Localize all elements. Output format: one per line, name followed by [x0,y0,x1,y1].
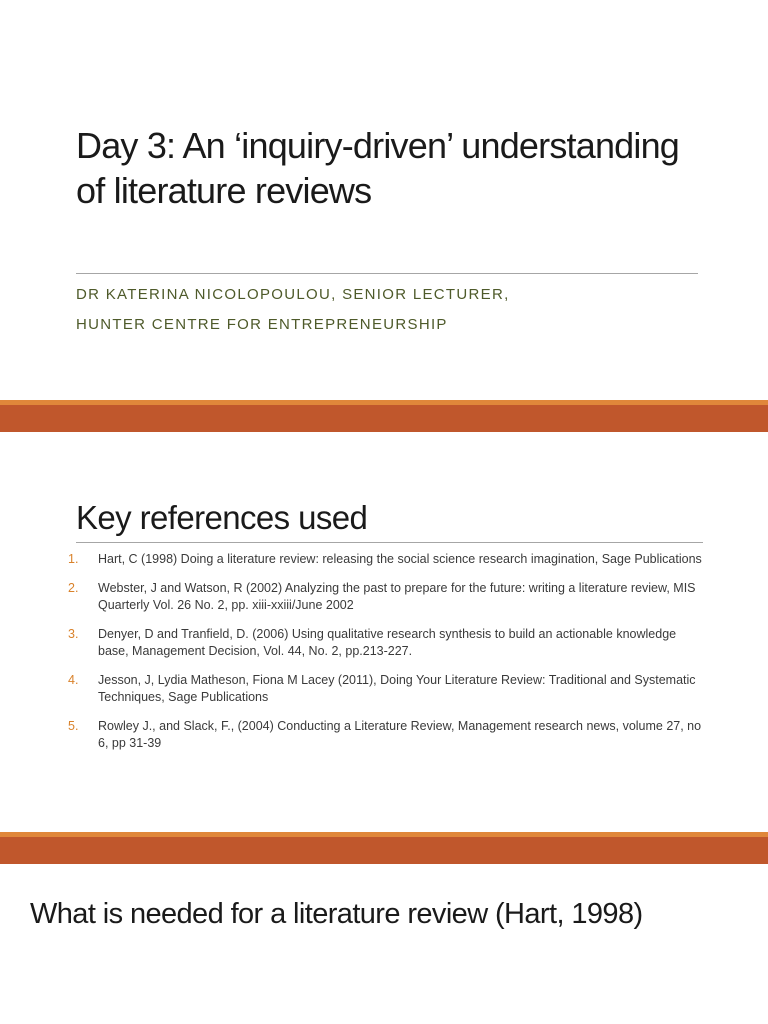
list-item [68,672,708,706]
reference-number: 2. [68,581,79,595]
reference-text: Webster, J and Watson, R (2002) Analyzing the past to prepare for the future: writing a literature review, MIS Quarterly Vol. 26 No. 2, pp. xiii-xxiii/June 2002 [98,581,696,612]
separator-band [0,837,768,864]
hart-heading: What is needed for a literature review (Hart, 1998) [30,898,643,930]
reference-number: 5. [68,719,79,733]
reference-number: 4. [68,673,79,687]
slide-references [0,432,768,832]
slide-title-heading: Day 3: An ‘inquiry-driven’ understanding of literature reviews [76,125,680,211]
reference-text: Jesson, J, Lydia Matheson, Fiona M Lacey (2011), Doing Your Literature Review: Traditional and Systematic Techniques, Sage Publications [98,673,696,704]
slide-hart-requirements [0,864,768,1024]
separator-band [0,405,768,432]
references-list [68,551,708,764]
slide-separator [0,832,768,864]
reference-number: 3. [68,627,79,641]
reference-text: Hart, C (1998) Doing a literature review: releasing the social science research imagination, Sage Publications [98,552,702,566]
slide-separator [0,400,768,432]
title-divider [76,273,698,274]
subtitle-author: DR KATERINA NICOLOPOULOU, SENIOR LECTURER, [76,286,510,303]
reference-number: 1. [68,552,79,566]
list-item [68,551,708,568]
references-heading: Key references used [76,499,368,536]
subtitle-institution: HUNTER CENTRE FOR ENTREPRENEURSHIP [76,316,448,333]
references-divider [76,542,703,543]
list-item [68,580,708,614]
reference-text: Rowley J., and Slack, F., (2004) Conducting a Literature Review, Management research news, volume 27, no 6, pp 31-39 [98,719,702,750]
reference-text: Denyer, D and Tranfield, D. (2006) Using qualitative research synthesis to build an actionable knowledge base, Management Decision, Vol. 44, No. 2, pp.213-227. [98,627,677,658]
slide-title [0,0,768,400]
list-item [68,626,708,660]
list-item [68,718,708,752]
